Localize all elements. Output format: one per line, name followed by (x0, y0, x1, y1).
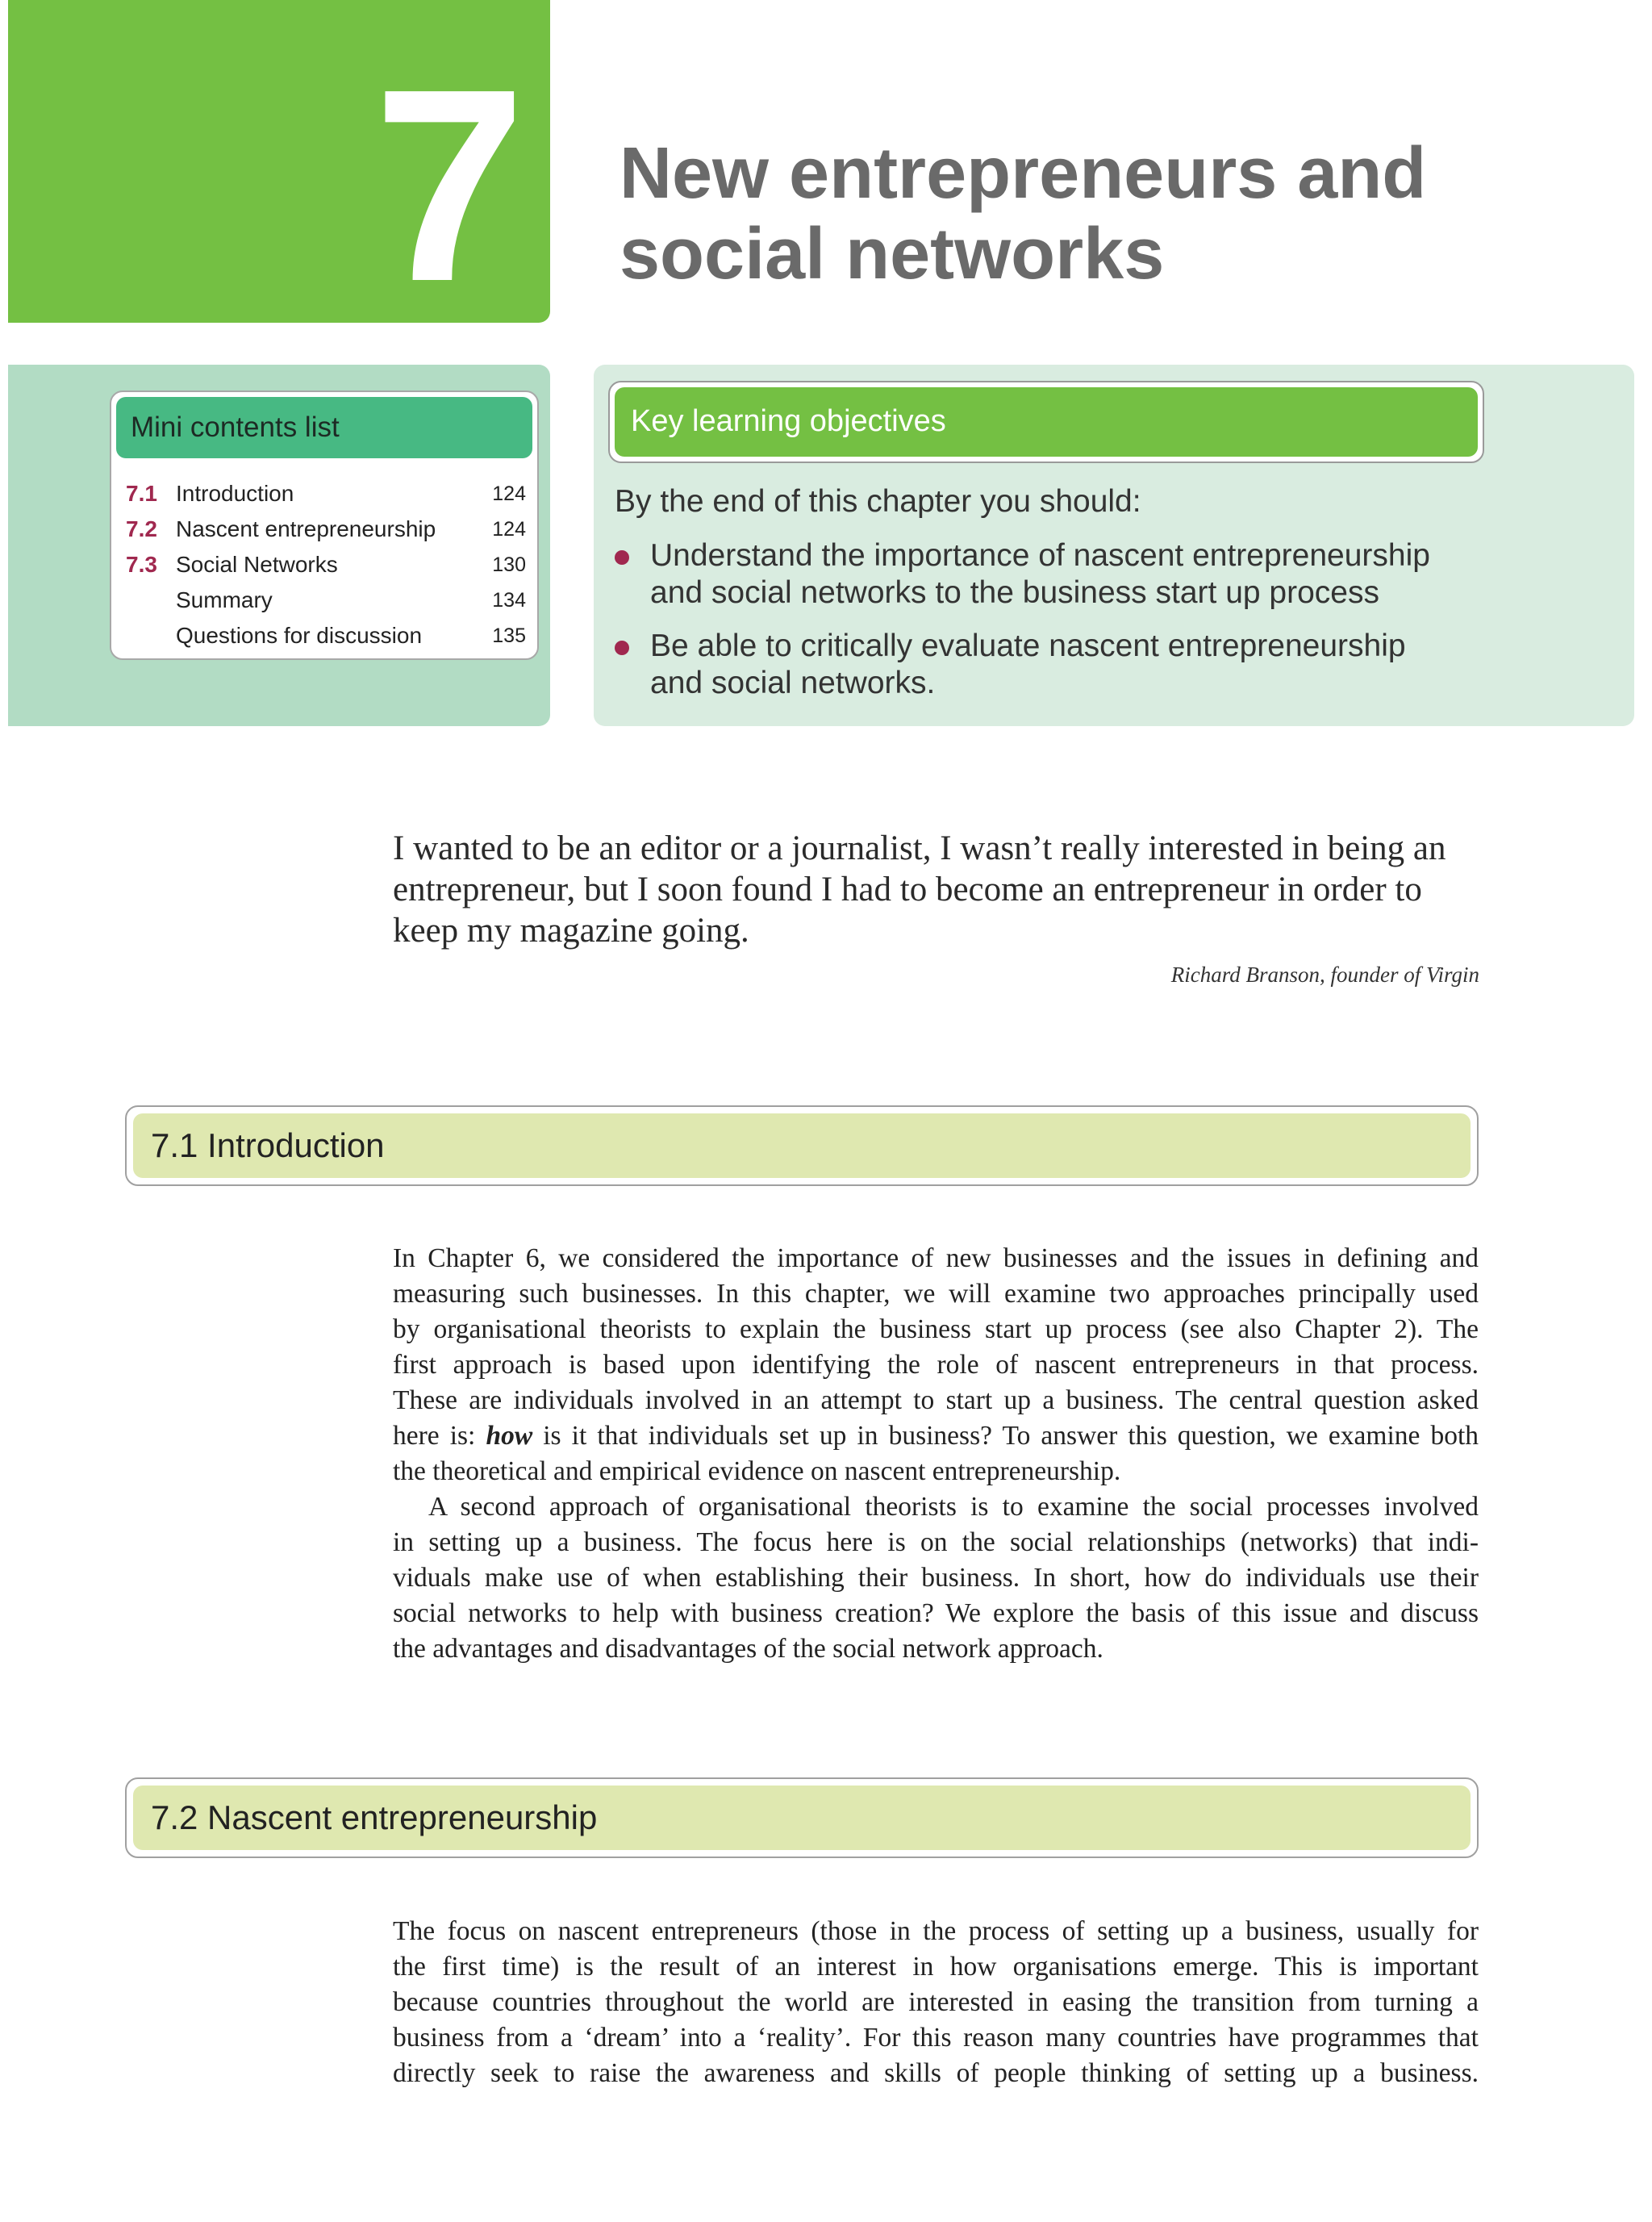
objective-line: Understand the importance of nascent entrepreneurship (650, 538, 1430, 573)
body-paragraph (393, 1241, 1479, 1489)
toc-item-label: Nascent entrepreneurship (176, 516, 436, 541)
section-heading: 7.2 Nascent entrepreneurship (133, 1786, 1471, 1850)
toc-item-page: 134 (492, 589, 526, 612)
chapter-title-line: social networks (620, 214, 1165, 294)
toc-item[interactable] (111, 618, 537, 654)
quote-line: keep my magazine going. (393, 912, 749, 950)
toc-item-label: Introduction (176, 481, 294, 506)
mini-contents-header: Mini contents list (116, 397, 532, 458)
paragraph-line: In Chapter 6, we considered the importance of new businesses and the issues in defining and (393, 1243, 1479, 1273)
paragraph-line: by organisational theorists to explain the business start up process (see also Chapter 2). The (393, 1314, 1479, 1344)
paragraph-line: The focus on nascent entrepreneurs (those in the process of setting up a business, usually for (393, 1916, 1479, 1946)
toc-item-number: 7.2 (126, 516, 157, 541)
toc-item-page: 124 (492, 482, 526, 505)
quote-line: entrepreneur, but I soon found I had to become an entrepreneur in order to (393, 871, 1422, 908)
objectives-panel (594, 365, 1634, 726)
toc-item[interactable] (111, 547, 537, 583)
epigraph-quote (393, 828, 1482, 951)
chapter-number: 7 (373, 32, 518, 339)
paragraph-text: here is: (393, 1421, 486, 1451)
objectives-intro: By the end of this chapter you should: (615, 484, 1141, 519)
paragraph-line: social networks to help with business creation? We explore the basis of this issue and discuss (393, 1598, 1479, 1628)
objectives-header-box (608, 381, 1484, 463)
paragraph-line: first approach is based upon identifying the role of nascent entrepreneurs in that process. (393, 1350, 1479, 1380)
objectives-header: Key learning objectives (615, 387, 1478, 457)
paragraph-line: A second approach of organisational theorists is to examine the social processes involved (428, 1492, 1479, 1522)
paragraph-line: the advantages and disadvantages of the social network approach. (393, 1634, 1103, 1664)
toc-item-number: 7.1 (126, 481, 157, 506)
toc-item-page: 124 (492, 518, 526, 541)
paragraph-line: in setting up a business. The focus here is on the social relationships (networks) that indi- (393, 1527, 1479, 1557)
paragraph-line (393, 1418, 1479, 1454)
mini-contents-panel (8, 365, 550, 726)
paragraph-line: the theoretical and empirical evidence on nascent entrepreneurship. (393, 1456, 1121, 1486)
section-heading-box (125, 1777, 1479, 1858)
toc-item-number: 7.3 (126, 552, 157, 577)
toc-item-page: 135 (492, 624, 526, 647)
paragraph-line: These are individuals involved in an attempt to start up a business. The central question asked (393, 1385, 1479, 1415)
paragraph-line: viduals make use of when establishing their business. In short, how do individuals use their (393, 1563, 1479, 1593)
chapter-title (620, 133, 1587, 294)
bullet-dot-icon (615, 550, 629, 565)
toc-item-label: Summary (176, 587, 273, 612)
objective-item (615, 537, 1470, 612)
paragraph-line: measuring such businesses. In this chapter, we will examine two approaches principally used (393, 1279, 1479, 1309)
quote-attribution: Richard Branson, founder of Virgin (1170, 963, 1479, 987)
toc-item-page: 130 (492, 553, 526, 576)
objective-line: Be able to critically evaluate nascent entrepreneurship (650, 629, 1406, 663)
toc-item[interactable] (111, 583, 537, 618)
chapter-title-line: New entrepreneurs and (620, 133, 1427, 214)
toc-item[interactable] (111, 512, 537, 547)
toc-item[interactable] (111, 476, 537, 512)
paragraph-line: because countries throughout the world are interested in easing the transition from turning a (393, 1987, 1479, 2017)
paragraph-text: is it that individuals set up in business? To answer this question, we examine both (543, 1421, 1479, 1451)
emphasis-text: how (486, 1421, 533, 1451)
objective-item (615, 628, 1470, 702)
bullet-dot-icon (615, 641, 629, 655)
mini-contents-box (110, 391, 539, 660)
paragraph-line: the first time) is the result of an interest in how organisations emerge. This is important (393, 1952, 1479, 1982)
objective-line: and social networks. (650, 666, 936, 700)
body-paragraph (393, 1914, 1479, 2091)
section-heading: 7.1 Introduction (133, 1113, 1471, 1178)
toc-item-label: Social Networks (176, 552, 338, 577)
body-paragraph (393, 1489, 1479, 1667)
chapter-number-block (8, 0, 550, 339)
paragraph-line: directly seek to raise the awareness and skills of people thinking of setting up a business. (393, 2058, 1479, 2088)
section-heading-box (125, 1105, 1479, 1186)
paragraph-line: business from a ‘dream’ into a ‘reality’. For this reason many countries have programmes that (393, 2023, 1479, 2053)
objective-line: and social networks to the business start up process (650, 575, 1379, 610)
quote-line: I wanted to be an editor or a journalist, I wasn’t really interested in being an (393, 829, 1446, 867)
toc-item-label: Questions for discussion (176, 623, 423, 648)
